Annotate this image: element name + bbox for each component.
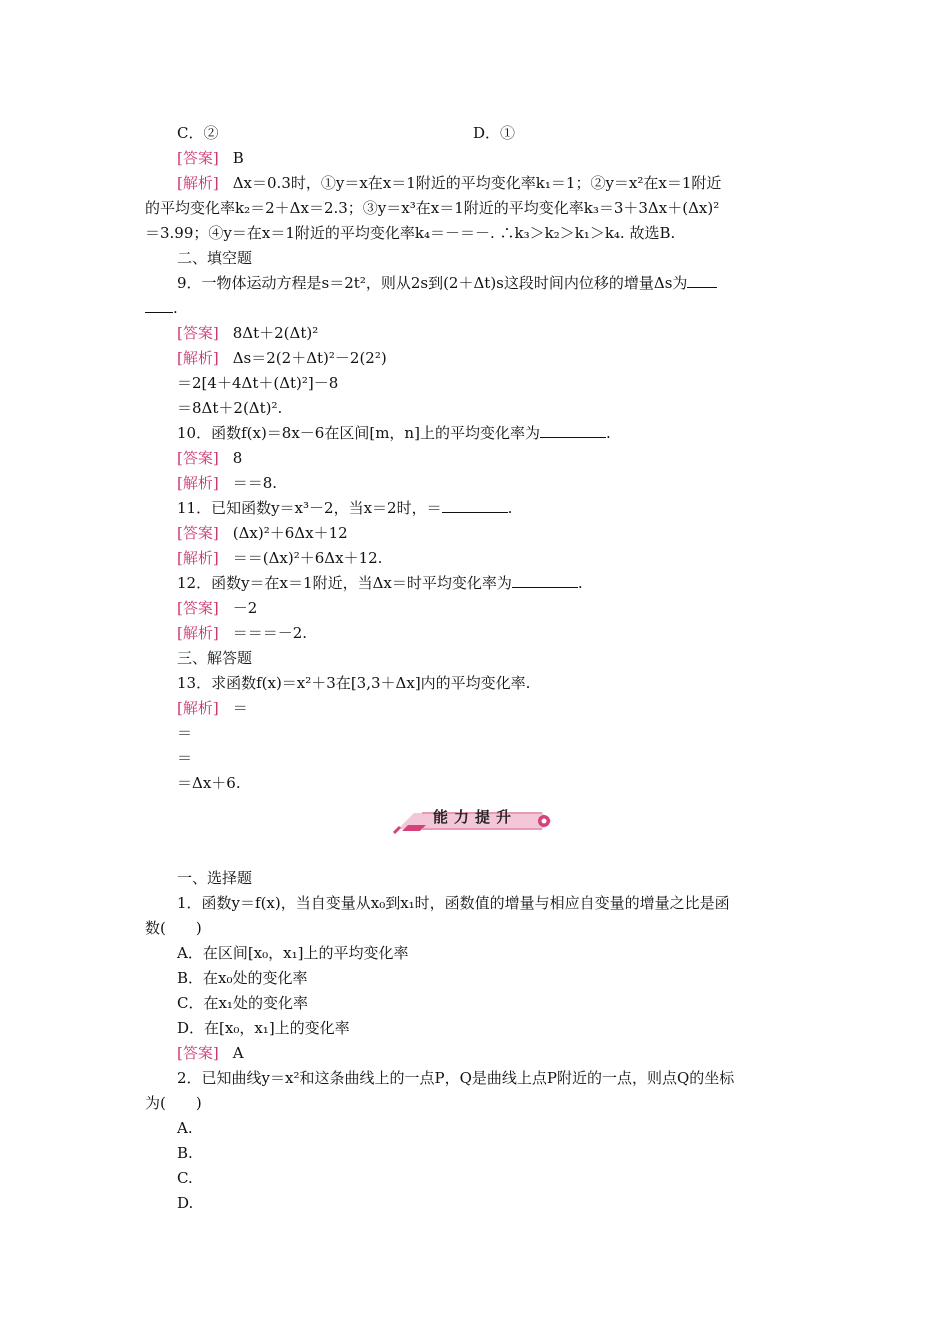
answer-blank	[687, 273, 717, 288]
answer-blank	[442, 498, 508, 513]
analysis-line	[177, 548, 382, 568]
answer-line	[177, 598, 257, 618]
analysis-line	[177, 473, 277, 493]
question-2: 2．已知曲线y＝x²和这条曲线上的一点P，Q是曲线上点P附近的一点，则点Q的坐标	[177, 1069, 735, 1087]
option-a: A.	[177, 1119, 193, 1137]
option-d: D．在[x₀，x₁]上的变化率	[177, 1019, 350, 1037]
period: .	[605, 424, 611, 442]
analysis-cont: ＝8Δt＋2(Δt)².	[177, 399, 283, 417]
question-12	[177, 573, 583, 593]
analysis-tag: [解析]	[177, 174, 219, 192]
answer-blank	[540, 423, 606, 438]
answer-text: A	[232, 1044, 244, 1062]
analysis-tag: [解析]	[177, 474, 219, 492]
answer-text: B	[232, 149, 244, 167]
answer-tag: [答案]	[177, 599, 219, 617]
answer-text: (Δx)²＋6Δx＋12	[232, 524, 348, 542]
analysis-cont: ＝Δx＋6.	[177, 774, 241, 792]
analysis-tag: [解析]	[177, 349, 219, 367]
analysis-tag: [解析]	[177, 699, 219, 717]
analysis-cont: ＝	[177, 724, 193, 742]
answer-tag: [答案]	[177, 1044, 219, 1062]
analysis-text: ＝＝＝－2.	[232, 624, 308, 642]
option-c: C.	[177, 1169, 193, 1187]
answer-text: 8	[232, 449, 243, 467]
analysis-tag: [解析]	[177, 549, 219, 567]
analysis-text: ＝＝(Δx)²＋6Δx＋12.	[232, 549, 383, 567]
analysis-text: Δx＝0.3时，①y＝x在x＝1附近的平均变化率k₁＝1；②y＝x²在x＝1附近	[232, 174, 722, 192]
answer-line	[177, 523, 348, 543]
answer-line	[177, 448, 242, 468]
question-10	[177, 423, 611, 443]
answer-tag: [答案]	[177, 449, 219, 467]
analysis-tag: [解析]	[177, 624, 219, 642]
option-b: B．在x₀处的变化率	[177, 969, 308, 987]
section-heading: 一、选择题	[177, 869, 253, 887]
period: .	[173, 299, 178, 317]
question-1: 1．函数y＝f(x)，当自变量从x₀到x₁时，函数值的增量与相应自变量的增量之比是函	[177, 894, 730, 912]
question-1-cont: 数( )	[145, 919, 202, 937]
answer-tag: [答案]	[177, 324, 219, 342]
option-b: B.	[177, 1144, 193, 1162]
question-2-cont: 为( )	[145, 1094, 202, 1112]
analysis-text: Δs＝2(2＋Δt)²－2(2²)	[232, 349, 387, 367]
answer-tag: [答案]	[177, 149, 219, 167]
option-a: A．在区间[x₀，x₁]上的平均变化率	[177, 944, 409, 962]
analysis-line	[177, 698, 248, 718]
question-text: 12．函数y＝在x＝1附近，当Δx＝时平均变化率为	[177, 574, 512, 592]
answer-line	[177, 148, 244, 168]
analysis-text: ＝	[232, 699, 248, 717]
analysis-cont: ＝	[177, 749, 193, 767]
answer-line	[177, 1043, 244, 1063]
option-d: D.	[177, 1194, 194, 1212]
period: .	[577, 574, 583, 592]
answer-text: －2	[232, 599, 258, 617]
analysis-line	[177, 623, 307, 643]
analysis-line	[177, 173, 721, 193]
question-11	[177, 498, 512, 518]
question-text: 10．函数f(x)＝8x－6在区间[m，n]上的平均变化率为	[177, 424, 540, 442]
answer-tag: [答案]	[177, 524, 219, 542]
question-13: 13．求函数f(x)＝x²＋3在[3,3＋Δx]内的平均变化率.	[177, 674, 531, 692]
question-9	[177, 273, 717, 293]
answer-blank	[512, 573, 578, 588]
answer-blank	[145, 298, 173, 313]
analysis-line	[177, 348, 387, 368]
period: .	[507, 499, 513, 517]
analysis-cont: ＝3.99；④y＝在x＝1附近的平均变化率k₄＝－＝－. ∴k₃＞k₂＞k₁＞k₄. 故选B.	[145, 224, 676, 242]
analysis-cont: ＝2[4＋4Δt＋(Δt)²]－8	[177, 374, 339, 392]
option-d: D．①	[473, 124, 516, 142]
section-banner-title: 能力提升	[432, 808, 517, 826]
option-c: C．在x₁处的变化率	[177, 994, 308, 1012]
answer-line	[177, 323, 318, 343]
analysis-text: ＝＝8.	[232, 474, 278, 492]
question-text: 11．已知函数y＝x³－2，当x＝2时，＝	[177, 499, 442, 517]
analysis-cont: 的平均变化率k₂＝2＋Δx＝2.3；③y＝x³在x＝1附近的平均变化率k₃＝3＋3Δx＋(Δx)²	[145, 199, 720, 217]
answer-text: 8Δt＋2(Δt)²	[232, 324, 319, 342]
question-9-cont	[145, 298, 178, 318]
option-c: C．②	[177, 124, 219, 142]
section-heading: 二、填空题	[177, 249, 253, 267]
question-text: 9．一物体运动方程是s＝2t²，则从2s到(2＋Δt)s这段时间内位移的增量Δs为	[177, 274, 688, 292]
section-heading: 三、解答题	[177, 649, 253, 667]
